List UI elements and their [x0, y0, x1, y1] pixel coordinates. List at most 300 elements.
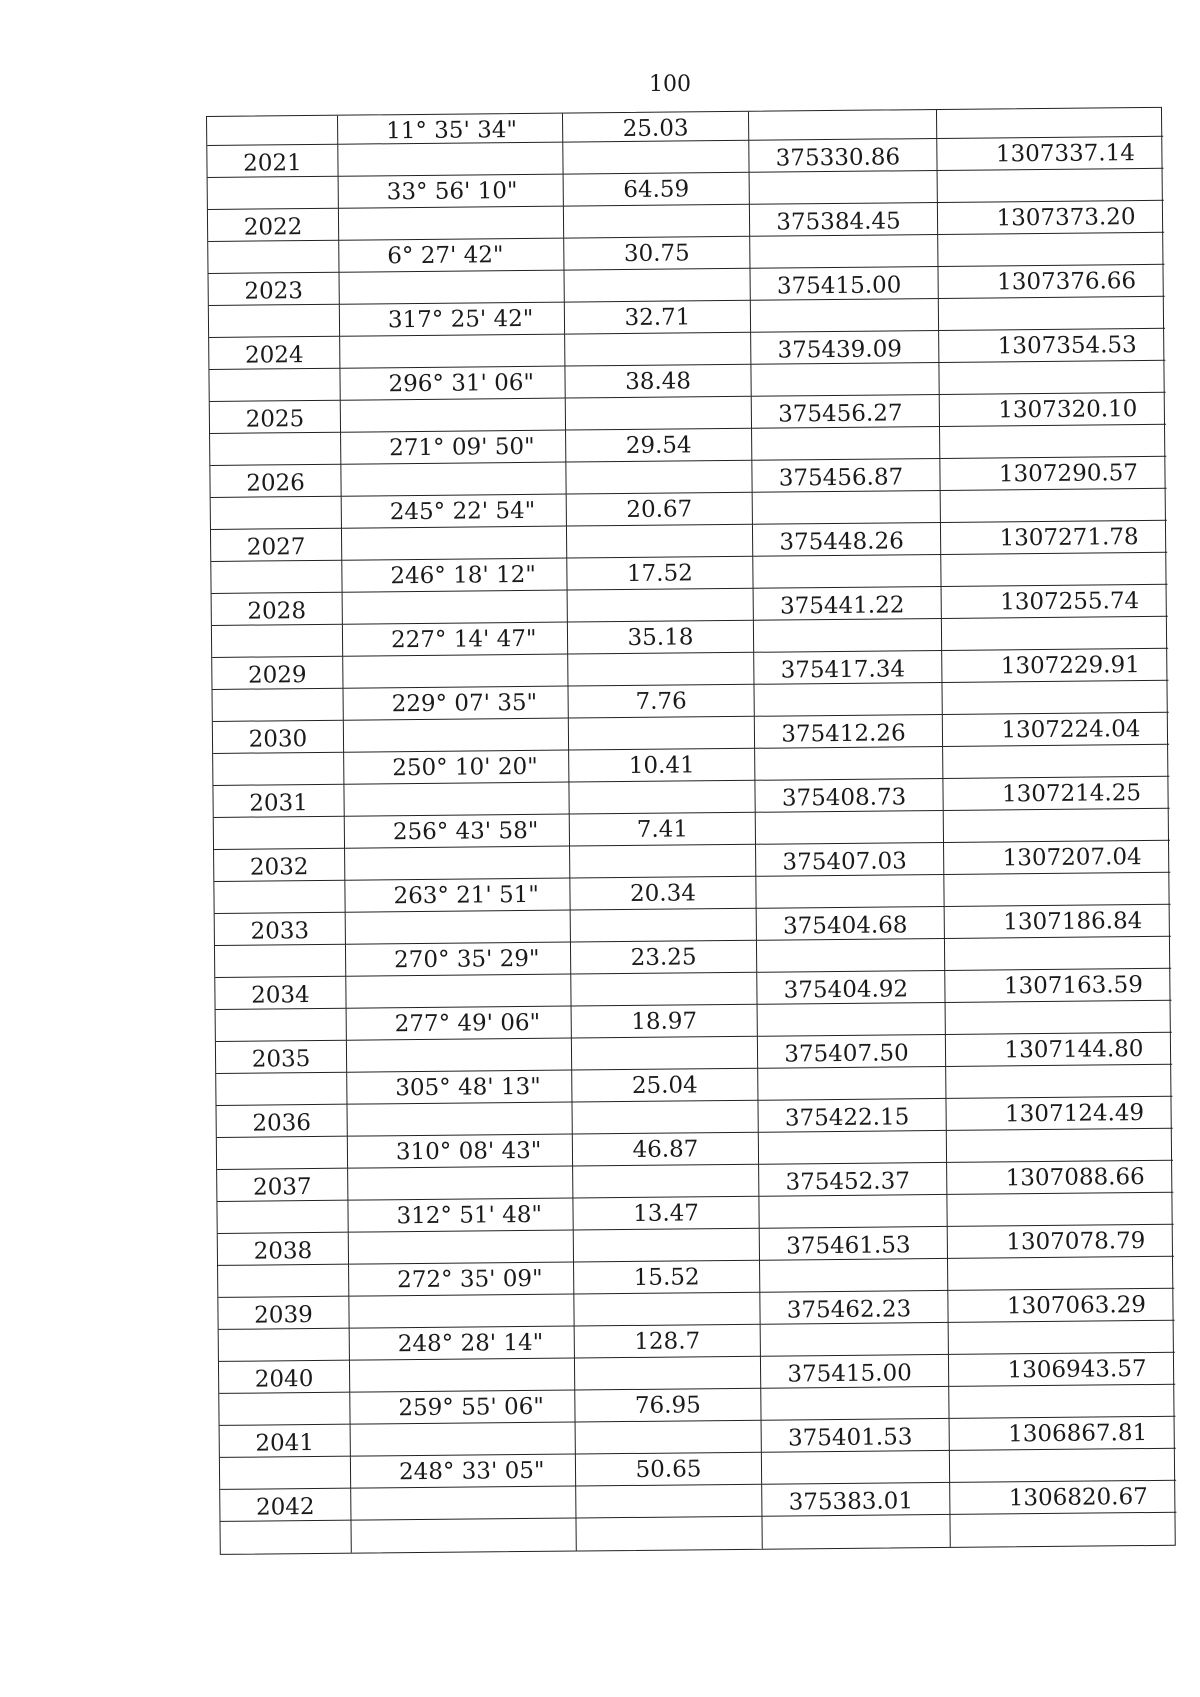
- table-cell: [946, 1033, 1172, 1067]
- cell-easting: 375407.50: [784, 1040, 909, 1068]
- table-cell: [751, 299, 939, 333]
- cell-distance: 46.87: [632, 1136, 699, 1163]
- table-cell: [574, 1261, 760, 1295]
- cell-bearing: 312° 51' 48": [396, 1201, 543, 1230]
- cell-distance: 13.47: [632, 1200, 700, 1227]
- table-cell: [757, 971, 945, 1005]
- cell-distance: 15.52: [633, 1264, 700, 1291]
- cell-easting: 375439.09: [777, 336, 903, 364]
- table-cell: [938, 169, 1164, 203]
- table-cell: [948, 1225, 1174, 1259]
- cell-easting: 375401.53: [787, 1424, 913, 1452]
- cell-point: 2023: [244, 278, 304, 305]
- cell-distance: 29.54: [625, 432, 692, 459]
- table-cell: [571, 941, 757, 975]
- cell-bearing: 277° 49' 06": [394, 1009, 541, 1038]
- table-cell: [219, 1361, 350, 1394]
- coordinate-table: [206, 107, 1176, 1555]
- table-cell: [943, 745, 1169, 779]
- cell-bearing: 245° 22' 54": [389, 497, 536, 526]
- cell-northing: 1306820.67: [1008, 1484, 1148, 1512]
- table-cell: [215, 977, 346, 1010]
- table-cell: [565, 365, 751, 399]
- table-cell: [750, 267, 938, 301]
- table-cell: [346, 975, 571, 1009]
- cell-bearing: 271° 09' 50": [389, 433, 535, 462]
- table-cell: [757, 939, 945, 973]
- cell-bearing: 270° 35' 29": [393, 945, 540, 974]
- table-cell: [564, 173, 750, 207]
- table-cell: [569, 781, 755, 815]
- table-cell: [950, 1417, 1176, 1451]
- cell-northing: 1307144.80: [1004, 1036, 1144, 1064]
- table-cell: [761, 1323, 949, 1357]
- table-cell: [569, 717, 755, 751]
- cell-northing: 1307207.04: [1002, 844, 1142, 872]
- cell-point: 2037: [252, 1174, 312, 1201]
- table-cell: [753, 555, 941, 589]
- cell-northing: 1307373.20: [996, 204, 1136, 232]
- cell-distance: 50.65: [635, 1456, 702, 1483]
- table-cell: [756, 875, 944, 909]
- table-cell: [341, 399, 566, 433]
- cell-northing: 1307063.29: [1006, 1292, 1147, 1320]
- cell-easting: 375456.27: [778, 400, 903, 428]
- table-cell: [211, 497, 342, 530]
- table-cell: [349, 1231, 574, 1265]
- table-cell: [754, 619, 942, 653]
- table-cell: [346, 911, 571, 945]
- table-cell: [344, 719, 569, 753]
- cell-bearing: 246° 18' 12": [390, 561, 537, 590]
- table-cell: [347, 1039, 572, 1073]
- table-cell: [576, 1421, 762, 1455]
- cell-point: 2040: [254, 1366, 314, 1393]
- table-cell: [349, 1295, 574, 1329]
- table-cell: [760, 1259, 948, 1293]
- table-cell: [347, 1007, 572, 1041]
- cell-bearing: 263° 21' 51": [393, 881, 540, 910]
- table-cell: [758, 1099, 946, 1133]
- cell-easting: 375452.37: [785, 1168, 911, 1196]
- table-cell: [750, 171, 938, 205]
- table-cell: [568, 685, 754, 719]
- table-cell: [567, 525, 753, 559]
- cell-easting: 375384.45: [776, 208, 901, 236]
- table-cell: [351, 1487, 576, 1521]
- cell-distance: 25.03: [622, 115, 689, 142]
- cell-northing: 1307271.78: [999, 524, 1139, 552]
- table-cell: [218, 1265, 349, 1298]
- cell-point: 2039: [254, 1302, 313, 1329]
- table-cell: [572, 1005, 758, 1039]
- table-cell: [568, 589, 754, 623]
- table-cell: [563, 141, 749, 175]
- table-cell: [340, 303, 565, 337]
- cell-bearing: 229° 07' 35": [391, 689, 538, 718]
- table-cell: [756, 843, 944, 877]
- cell-northing: 1307229.91: [1000, 652, 1140, 680]
- table-cell: [749, 110, 937, 141]
- table-cell: [755, 747, 943, 781]
- table-cell: [942, 649, 1168, 683]
- table-cell: [758, 1067, 946, 1101]
- table-cell: [208, 177, 339, 210]
- table-cell: [219, 1329, 350, 1362]
- table-cell: [571, 973, 757, 1007]
- cell-northing: 1307290.57: [998, 460, 1139, 488]
- cell-bearing: 6° 27' 42": [387, 242, 504, 270]
- table-cell: [348, 1199, 573, 1233]
- table-cell: [565, 269, 751, 303]
- cell-bearing: 248° 28' 14": [397, 1329, 544, 1358]
- cell-easting: 375461.53: [786, 1232, 911, 1260]
- cell-distance: 23.25: [630, 944, 697, 971]
- table-cell: [750, 203, 938, 237]
- cell-easting: 375422.15: [784, 1104, 910, 1132]
- cell-distance: 35.18: [627, 624, 694, 651]
- table-cell: [211, 561, 342, 594]
- table-cell: [341, 463, 566, 497]
- table-cell: [215, 945, 346, 978]
- table-cell: [944, 809, 1170, 843]
- table-cell: [939, 329, 1165, 363]
- cell-easting: 375407.03: [782, 848, 907, 876]
- cell-distance: 10.41: [628, 752, 695, 779]
- table-cell: [216, 1041, 347, 1074]
- table-cell: [567, 557, 753, 591]
- table-cell: [348, 1135, 573, 1169]
- cell-distance: 18.97: [631, 1008, 698, 1035]
- cell-point: 2027: [246, 534, 306, 561]
- table-cell: [571, 909, 757, 943]
- table-cell: [343, 655, 568, 689]
- table-cell: [216, 1073, 347, 1106]
- table-cell: [342, 495, 567, 529]
- table-cell: [940, 393, 1166, 427]
- cell-point: 2034: [251, 982, 310, 1009]
- cell-distance: 20.34: [629, 880, 697, 907]
- table-cell: [759, 1195, 947, 1229]
- cell-bearing: 272° 35' 09": [397, 1265, 543, 1294]
- cell-northing: 1307255.74: [1000, 588, 1140, 616]
- table-cell: [220, 1425, 351, 1458]
- table-cell: [754, 683, 942, 717]
- table-cell: [941, 553, 1167, 587]
- table-cell: [212, 625, 343, 658]
- cell-northing: 1307124.49: [1004, 1100, 1145, 1128]
- table-cell: [350, 1391, 575, 1425]
- table-cell: [751, 331, 939, 365]
- table-cell: [220, 1457, 351, 1490]
- table-cell: [210, 433, 341, 466]
- table-cell: [574, 1293, 760, 1327]
- table-cell: [938, 233, 1164, 267]
- table-cell: [573, 1165, 759, 1199]
- table-cell: [759, 1163, 947, 1197]
- table-cell: [350, 1359, 575, 1393]
- table-cell: [753, 491, 941, 525]
- table-cell: [946, 1097, 1172, 1131]
- cell-easting: 375415.00: [787, 1360, 912, 1388]
- table-cell: [948, 1289, 1174, 1323]
- page-number: 100: [649, 72, 691, 97]
- table-cell: [214, 881, 345, 914]
- cell-point: 2031: [249, 790, 308, 817]
- table-cell: [208, 209, 339, 242]
- table-cell: [762, 1483, 950, 1517]
- table-cell: [943, 777, 1169, 811]
- cell-distance: 7.41: [636, 816, 689, 843]
- table-cell: [943, 713, 1169, 747]
- table-cell: [212, 657, 343, 690]
- table-cell: [754, 651, 942, 685]
- table-cell: [752, 427, 940, 461]
- table-cell: [568, 653, 754, 687]
- cell-point: 2032: [249, 854, 309, 881]
- table-cell: [946, 1001, 1172, 1035]
- cell-point: 2033: [250, 918, 310, 945]
- table-cell: [949, 1353, 1175, 1387]
- table-cell: [350, 1327, 575, 1361]
- table-cell: [752, 459, 940, 493]
- table-cell: [947, 1129, 1173, 1163]
- table-cell: [572, 1069, 758, 1103]
- cell-easting: 375412.26: [781, 720, 906, 748]
- table-cell: [949, 1385, 1175, 1419]
- table-cell: [751, 363, 939, 397]
- cell-point: 2022: [243, 214, 303, 241]
- table-cell: [347, 1071, 572, 1105]
- cell-northing: 1307214.25: [1001, 780, 1142, 808]
- table-cell: [345, 879, 570, 913]
- table-cell: [565, 301, 751, 335]
- table-cell: [215, 913, 346, 946]
- table-cell: [760, 1291, 948, 1325]
- table-cell: [340, 271, 565, 305]
- table-cell: [209, 273, 340, 306]
- table-cell: [755, 779, 943, 813]
- cell-bearing: 33° 56' 10": [386, 178, 518, 206]
- table-cell: [946, 1065, 1172, 1099]
- table-cell: [941, 489, 1167, 523]
- table-cell: [950, 1513, 1176, 1547]
- table-cell: [752, 395, 940, 429]
- table-cell: [213, 785, 344, 818]
- table-cell: [340, 335, 565, 369]
- table-cell: [945, 905, 1171, 939]
- cell-bearing: 317° 25' 42": [387, 305, 534, 334]
- table-cell: [217, 1201, 348, 1234]
- table-cell: [753, 523, 941, 557]
- cell-distance: 25.04: [631, 1072, 698, 1099]
- table-cell: [217, 1105, 348, 1138]
- cell-point: 2042: [255, 1494, 315, 1521]
- table-cell: [573, 1197, 759, 1231]
- table-cell: [937, 108, 1163, 139]
- table-cell: [942, 681, 1168, 715]
- cell-distance: 64.59: [623, 176, 690, 203]
- cell-bearing: 310° 08' 43": [395, 1137, 542, 1166]
- table-cell: [939, 361, 1165, 395]
- table-cell: [214, 817, 345, 850]
- coordinate-table-grid: [206, 107, 1176, 1555]
- table-cell: [566, 429, 752, 463]
- cell-northing: 1307320.10: [998, 396, 1138, 424]
- cell-point: 2030: [248, 726, 308, 753]
- cell-northing: 1307088.66: [1005, 1164, 1145, 1192]
- table-cell: [949, 1321, 1175, 1355]
- cell-bearing: 296° 31' 06": [388, 369, 535, 398]
- table-cell: [761, 1355, 949, 1389]
- table-cell: [343, 591, 568, 625]
- cell-northing: 1307376.66: [996, 268, 1137, 296]
- table-cell: [750, 235, 938, 269]
- table-cell: [567, 493, 753, 527]
- table-cell: [564, 237, 750, 271]
- table-cell: [762, 1515, 950, 1549]
- table-cell: [573, 1133, 759, 1167]
- cell-distance: 30.75: [623, 240, 690, 267]
- table-cell: [220, 1489, 351, 1522]
- cell-bearing: 11° 35' 34": [386, 117, 518, 145]
- table-cell: [759, 1131, 947, 1165]
- table-cell: [762, 1451, 950, 1485]
- table-cell: [349, 1263, 574, 1297]
- table-cell: [342, 527, 567, 561]
- table-cell: [948, 1257, 1174, 1291]
- table-cell: [213, 689, 344, 722]
- table-cell: [761, 1387, 949, 1421]
- table-cell: [351, 1519, 576, 1553]
- table-cell: [947, 1193, 1173, 1227]
- cell-point: 2024: [244, 342, 304, 369]
- cell-easting: 375330.86: [775, 144, 901, 172]
- table-cell: [342, 559, 567, 593]
- cell-easting: 375441.22: [779, 592, 905, 620]
- cell-bearing: 305° 48' 13": [395, 1073, 541, 1102]
- table-cell: [572, 1101, 758, 1135]
- table-cell: [938, 201, 1164, 235]
- table-cell: [569, 749, 755, 783]
- table-cell: [209, 369, 340, 402]
- table-cell: [347, 1103, 572, 1137]
- table-cell: [575, 1389, 761, 1423]
- table-cell: [568, 621, 754, 655]
- cell-easting: 375456.87: [778, 464, 904, 492]
- table-cell: [344, 687, 569, 721]
- table-cell: [214, 849, 345, 882]
- cell-point: 2035: [251, 1046, 311, 1073]
- table-cell: [756, 811, 944, 845]
- cell-distance: 17.52: [626, 560, 693, 587]
- table-cell: [938, 265, 1164, 299]
- table-cell: [209, 305, 340, 338]
- table-cell: [338, 143, 563, 177]
- table-cell: [942, 617, 1168, 651]
- cell-easting: 375404.68: [782, 912, 908, 940]
- table-cell: [940, 457, 1166, 491]
- table-cell: [950, 1481, 1176, 1515]
- table-cell: [565, 333, 751, 367]
- cell-distance: 32.71: [624, 304, 691, 331]
- cell-point: 2025: [245, 406, 305, 433]
- cell-distance: 76.95: [634, 1392, 701, 1419]
- cell-distance: 128.7: [634, 1328, 701, 1355]
- table-cell: [576, 1485, 762, 1519]
- cell-point: 2038: [253, 1238, 313, 1265]
- cell-easting: 375415.00: [776, 272, 902, 300]
- table-cell: [343, 623, 568, 657]
- table-cell: [945, 937, 1171, 971]
- table-cell: [749, 139, 937, 173]
- cell-point: 2028: [247, 598, 307, 625]
- table-cell: [570, 845, 756, 879]
- table-cell: [216, 1009, 347, 1042]
- table-cell: [760, 1227, 948, 1261]
- cell-northing: 1307078.79: [1006, 1228, 1146, 1256]
- table-cell: [207, 145, 338, 178]
- table-cell: [757, 907, 945, 941]
- cell-northing: 1307186.84: [1003, 908, 1143, 936]
- cell-bearing: 227° 14' 47": [390, 625, 537, 654]
- cell-point: 2036: [252, 1110, 312, 1137]
- table-cell: [755, 715, 943, 749]
- table-cell: [570, 813, 756, 847]
- table-cell: [939, 297, 1165, 331]
- table-cell: [345, 815, 570, 849]
- table-cell: [575, 1325, 761, 1359]
- cell-point: 2021: [243, 150, 302, 177]
- table-cell: [217, 1137, 348, 1170]
- table-cell: [950, 1449, 1176, 1483]
- cell-point: 2029: [247, 662, 307, 689]
- table-cell: [566, 461, 752, 495]
- table-cell: [217, 1169, 348, 1202]
- table-cell: [575, 1357, 761, 1391]
- cell-bearing: 248° 33' 05": [398, 1457, 545, 1486]
- table-cell: [339, 175, 564, 209]
- table-cell: [341, 431, 566, 465]
- cell-bearing: 259° 55' 06": [398, 1393, 544, 1422]
- table-cell: [944, 873, 1170, 907]
- table-cell: [351, 1423, 576, 1457]
- table-cell: [208, 241, 339, 274]
- table-cell: [212, 593, 343, 626]
- table-cell: [210, 401, 341, 434]
- cell-northing: 1306867.81: [1008, 1420, 1148, 1448]
- table-cell: [574, 1229, 760, 1263]
- table-cell: [219, 1393, 350, 1426]
- table-cell: [218, 1233, 349, 1266]
- table-cell: [218, 1297, 349, 1330]
- table-cell: [762, 1419, 950, 1453]
- table-cell: [209, 337, 340, 370]
- table-cell: [944, 841, 1170, 875]
- table-cell: [220, 1521, 351, 1554]
- table-cell: [937, 137, 1163, 171]
- cell-bearing: 250° 10' 20": [392, 753, 538, 782]
- table-cell: [564, 205, 750, 239]
- cell-distance: 38.48: [625, 368, 692, 395]
- table-cell: [570, 877, 756, 911]
- cell-easting: 375448.26: [779, 528, 904, 556]
- table-cell: [947, 1161, 1173, 1195]
- table-cell: [344, 783, 569, 817]
- table-cell: [339, 239, 564, 273]
- table-cell: [566, 397, 752, 431]
- cell-bearing: 256° 43' 58": [392, 817, 539, 846]
